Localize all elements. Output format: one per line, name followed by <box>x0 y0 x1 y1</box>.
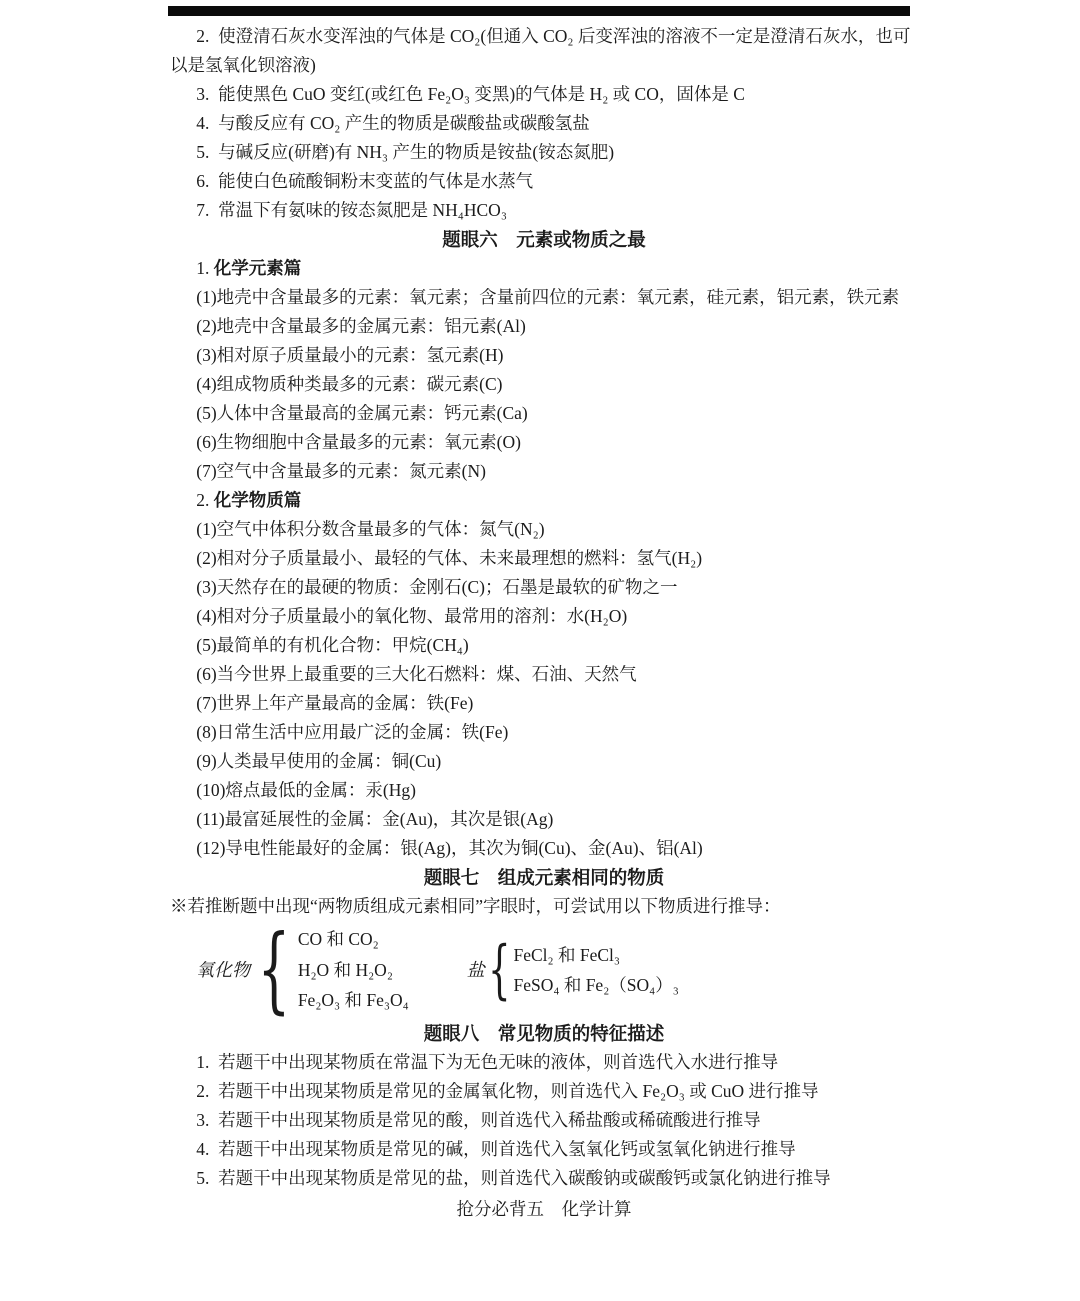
salt-group-label: 盐 <box>466 959 485 980</box>
oxide-brace-group <box>196 915 409 1024</box>
section-heading-eight: 题眼八 常见物质的特征描述 <box>423 1023 665 1044</box>
hint-note: ※若推断题中出现“两物质组成元素相同”字眼时，可尝试用以下物质进行推导： <box>170 896 781 916</box>
feature-item: 5. 若题干中出现某物质是常见的盐，则首选代入碳酸钠或碳酸钙或氯化钠进行推导 <box>196 1168 831 1188</box>
list-item: 5. 与碱反应(研磨)有 NH₃ 产生的物质是铵盐(铵态氮肥) <box>196 142 615 162</box>
substance-item: (2)相对分子质量最小、最轻的气体、未来最理想的燃料：氢气(H₂) <box>196 548 703 568</box>
element-item: (5)人体中含量最高的金属元素：钙元素(Ca) <box>196 403 528 423</box>
substance-item: (1)空气中体积分数含量最多的气体：氮气(N₂) <box>196 519 545 539</box>
subsection-title-elements <box>170 254 918 283</box>
element-item: (6)生物细胞中含量最多的元素：氧元素(O) <box>196 432 521 452</box>
salt-group-items <box>513 940 678 1001</box>
subsection-label: 化学物质篇 <box>213 490 302 510</box>
page-content <box>170 22 918 1224</box>
substance-item: (5)最简单的有机化合物：甲烷(CH₄) <box>196 635 469 655</box>
section-heading-seven: 题眼七 组成元素相同的物质 <box>423 867 665 888</box>
page-footer-title: 抢分必背五 化学计算 <box>456 1199 632 1219</box>
left-brace-icon: { <box>487 933 511 1007</box>
section-heading-six: 题眼六 元素或物质之最 <box>442 229 646 250</box>
substance-item: (7)世界上年产量最高的金属：铁(Fe) <box>196 693 474 713</box>
substance-item: (9)人类最早使用的金属：铜(Cu) <box>196 751 442 771</box>
list-item: 4. 与酸反应有 CO₂ 产生的物质是碳酸盐或碳酸氢盐 <box>196 113 590 133</box>
substance-item: (4)相对分子质量最小的氧化物、最常用的溶剂：水(H₂O) <box>196 606 628 626</box>
salt-pair: FeSO₄ 和 Fe₂（SO₄）₃ <box>513 975 679 995</box>
list-item: 3. 能使黑色 CuO 变红(或红色 Fe₂O₃ 变黑)的气体是 H₂ 或 CO，固体是 C <box>196 84 745 104</box>
feature-item: 2. 若题干中出现某物质是常见的金属氧化物，则首选代入 Fe₂O₃ 或 CuO 进行推导 <box>196 1081 819 1101</box>
substance-item: (10)熔点最低的金属：汞(Hg) <box>196 780 416 800</box>
substance-item: (6)当今世界上最重要的三大化石燃料：煤、石油、天然气 <box>196 664 637 684</box>
feature-item: 3. 若题干中出现某物质是常见的酸，则首选代入稀盐酸或稀硫酸进行推导 <box>196 1110 761 1130</box>
subsection-title-substances <box>170 486 918 515</box>
oxide-group-items <box>298 924 409 1016</box>
substance-item: (8)日常生活中应用最广泛的金属：铁(Fe) <box>196 722 509 742</box>
element-item: (7)空气中含量最多的元素：氮元素(N) <box>196 461 486 481</box>
salt-pair: FeCl₂ 和 FeCl₃ <box>513 944 620 965</box>
oxide-group-label: 氧化物 <box>196 959 250 980</box>
feature-item: 4. 若题干中出现某物质是常见的碱，则首选代入氢氧化钙或氢氧化钠进行推导 <box>196 1139 796 1159</box>
left-brace-icon: { <box>257 915 291 1024</box>
element-item: (2)地壳中含量最多的金属元素：铝元素(Al) <box>196 316 526 336</box>
feature-item: 1. 若题干中出现某物质在常温下为无色无味的液体，则首选代入水进行推导 <box>196 1052 779 1072</box>
oxide-pair: CO 和 CO₂ <box>297 929 379 950</box>
element-item: (3)相对原子质量最小的元素：氢元素(H) <box>196 345 504 365</box>
list-item: 7. 常温下有氨味的铵态氮肥是 NH₄HCO₃ <box>196 200 507 220</box>
substance-item: (3)天然存在的最硬的物质：金刚石(C)；石墨是最软的矿物之一 <box>196 577 678 597</box>
substance-item: (12)导电性能最好的金属：银(Ag)，其次为铜(Cu)、金(Au)、铝(Al) <box>196 838 703 858</box>
element-item: (1)地壳中含量最多的元素：氧元素；含量前四位的元素：氧元素，硅元素，铝元素，铁元素 <box>196 287 900 307</box>
list-item: 2. 使澄清石灰水变浑浊的气体是 CO₂(但通入 CO₂ 后变浑浊的溶液不一定是澄清石灰水，也可以是氢氧化钡溶液) <box>170 26 911 75</box>
substance-item: (11)最富延展性的金属：金(Au)，其次是银(Ag) <box>196 809 554 829</box>
oxide-pair: H₂O 和 H₂O₂ <box>297 959 393 980</box>
subsection-label: 化学元素篇 <box>213 258 302 278</box>
brace-diagram <box>196 915 918 1024</box>
salt-brace-group <box>466 933 679 1007</box>
subsection-number: 2. <box>196 490 214 510</box>
element-item: (4)组成物质种类最多的元素：碳元素(C) <box>196 374 503 394</box>
oxide-pair: Fe₂O₃ 和 Fe₃O₄ <box>297 990 409 1011</box>
page-top-scan-bar <box>168 6 910 16</box>
subsection-number: 1. <box>196 258 214 278</box>
list-item: 6. 能使白色硫酸铜粉末变蓝的气体是水蒸气 <box>196 171 534 191</box>
